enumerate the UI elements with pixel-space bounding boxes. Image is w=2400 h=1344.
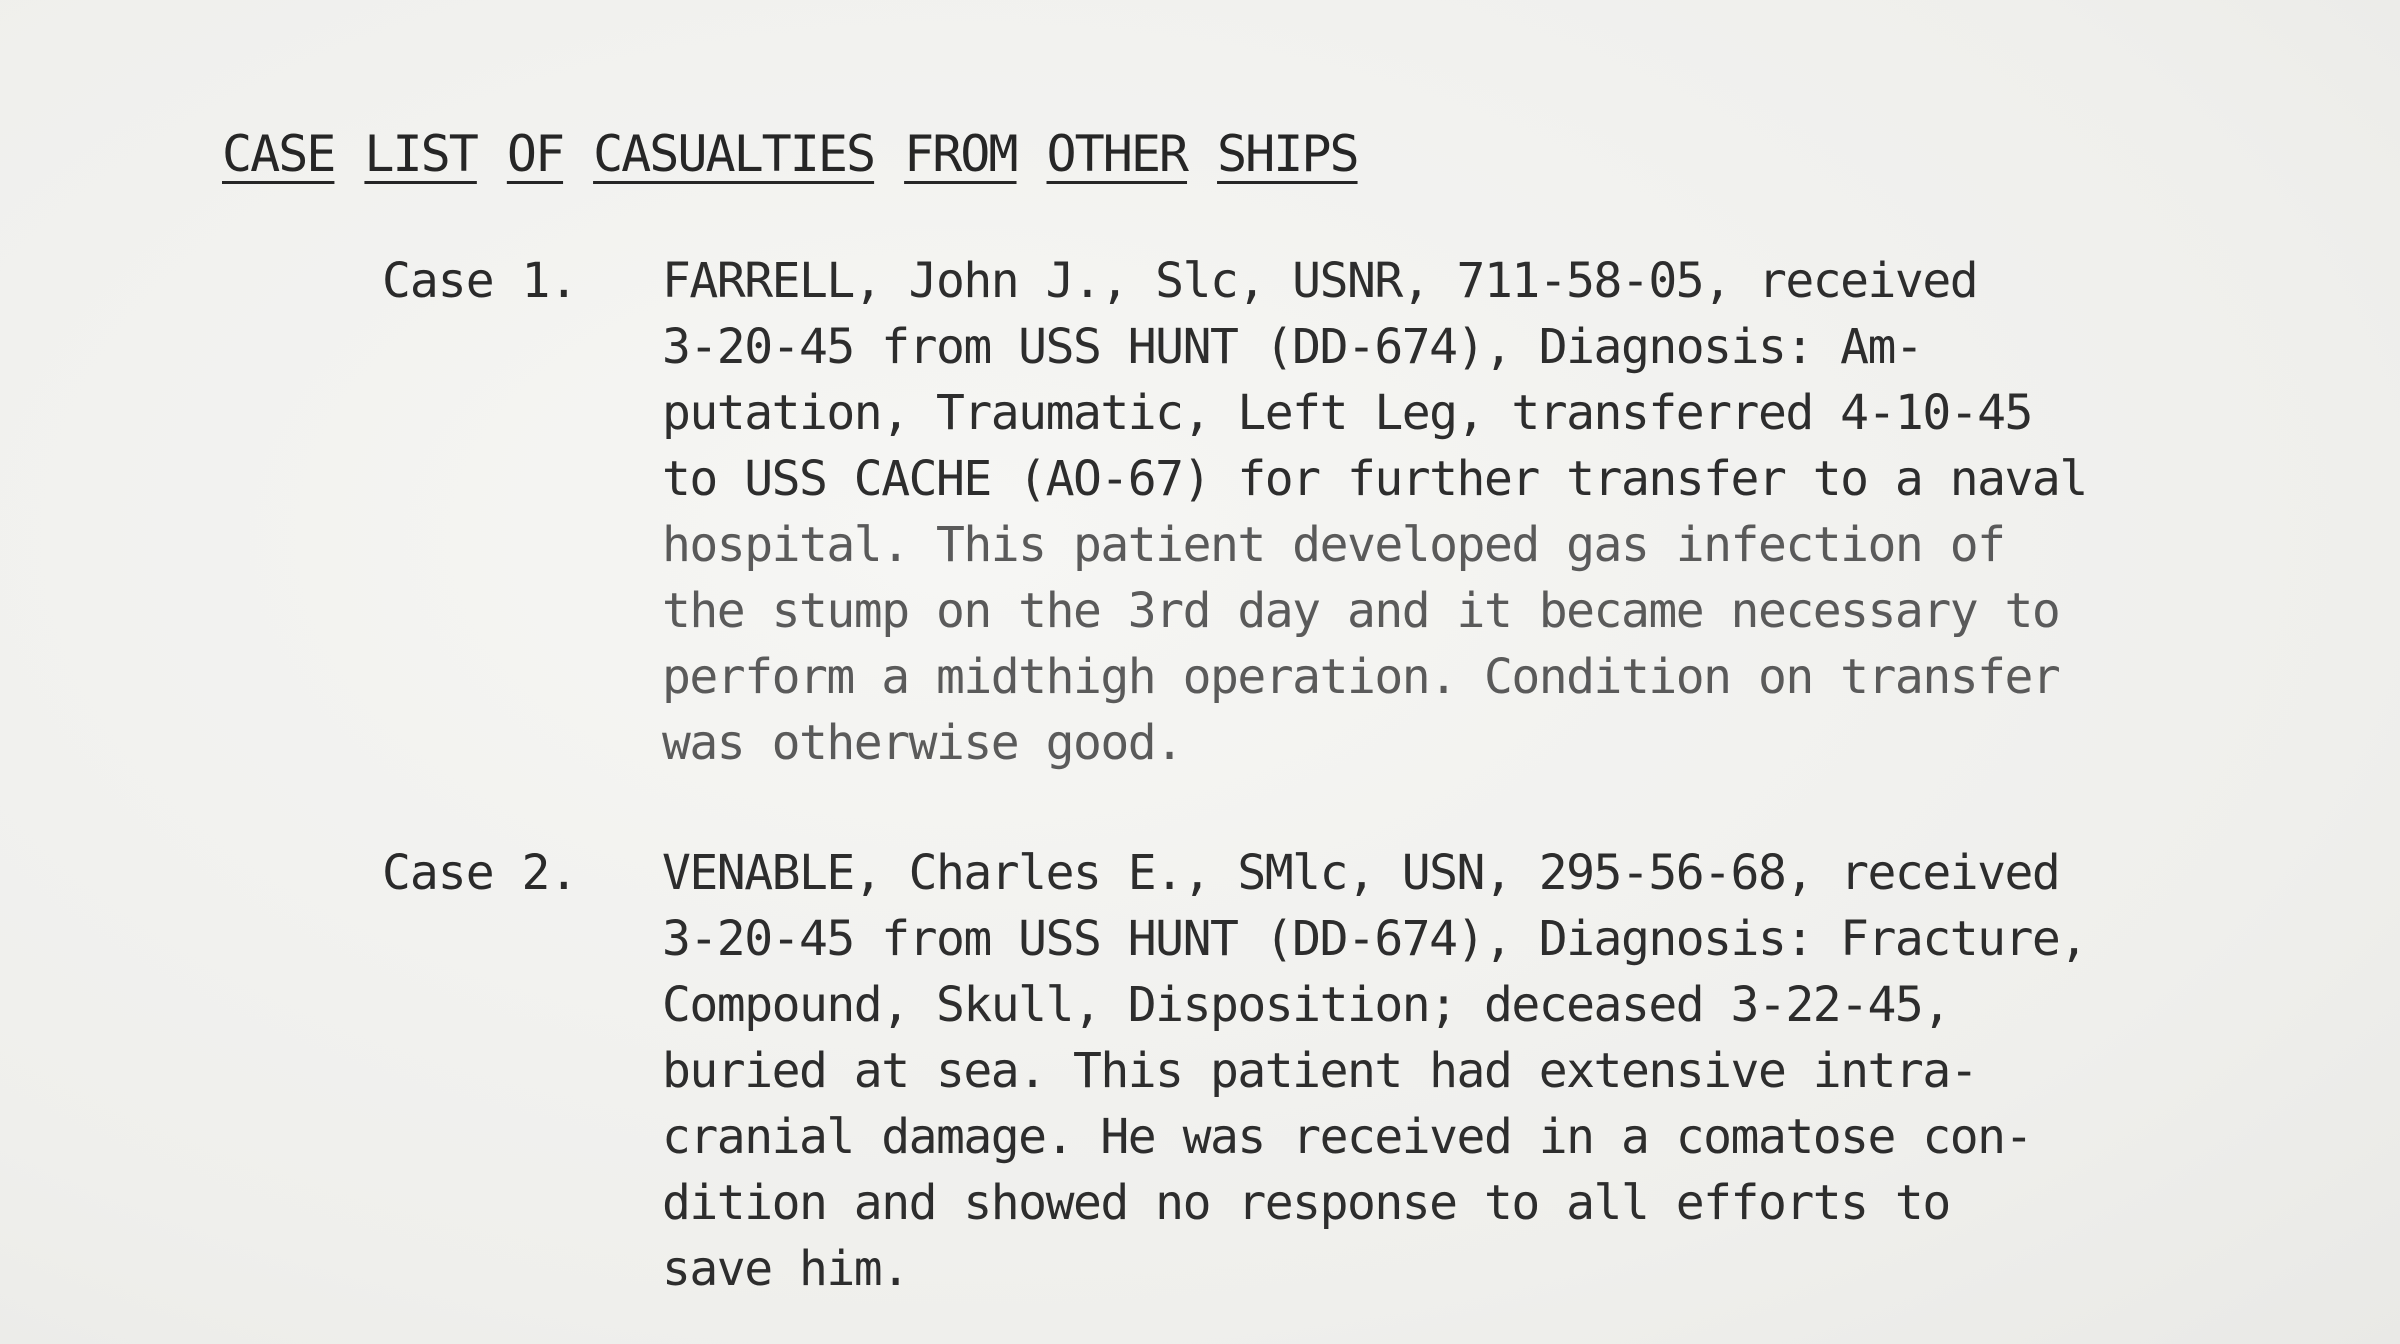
heading-word: CASUALTIES [593, 125, 875, 183]
case-text-line: save him. [662, 1241, 909, 1297]
case-text [662, 840, 2382, 1302]
case-text-line: dition and showed no response to all efforts to [662, 1175, 1950, 1231]
case-text-line: buried at sea. This patient had extensive intra- [662, 1043, 1978, 1099]
heading-word: OF [506, 125, 564, 183]
case-text-line: the stump on the 3rd day and it became necessary to [662, 583, 2060, 639]
case-text-line: hospital. This patient developed gas infection of [662, 517, 2005, 573]
case-text-line: to USS CACHE (AO-67) for further transfer to a naval [662, 451, 2087, 507]
document-heading [222, 124, 1358, 184]
heading-word: CASE [222, 125, 335, 183]
case-text-line: perform a midthigh operation. Condition on transfer [662, 649, 2060, 705]
heading-word: FROM [904, 125, 1017, 183]
case-text-line: FARRELL, John J., Slc, USNR, 711-58-05, received [662, 253, 1978, 309]
case-text-line: Compound, Skull, Disposition; deceased 3-22-45, [662, 977, 1950, 1033]
case-text-line: cranial damage. He was received in a comatose con- [662, 1109, 2032, 1165]
case-text-line: putation, Traumatic, Left Leg, transferred 4-10-45 [662, 385, 2032, 441]
heading-word: OTHER [1046, 125, 1188, 183]
case-label: Case 1. [382, 253, 578, 309]
case-label: Case 2. [382, 845, 578, 901]
case-text [662, 248, 2382, 776]
case-text-line: was otherwise good. [662, 715, 1183, 771]
case-text-line: 3-20-45 from USS HUNT (DD-674), Diagnosis: Fracture, [662, 911, 2087, 967]
heading-word: SHIPS [1217, 125, 1358, 183]
case-text-line: 3-20-45 from USS HUNT (DD-674), Diagnosis: Am- [662, 319, 1923, 375]
case-text-line: VENABLE, Charles E., SMlc, USN, 295-56-68, received [662, 845, 2060, 901]
heading-word: LIST [364, 125, 477, 183]
